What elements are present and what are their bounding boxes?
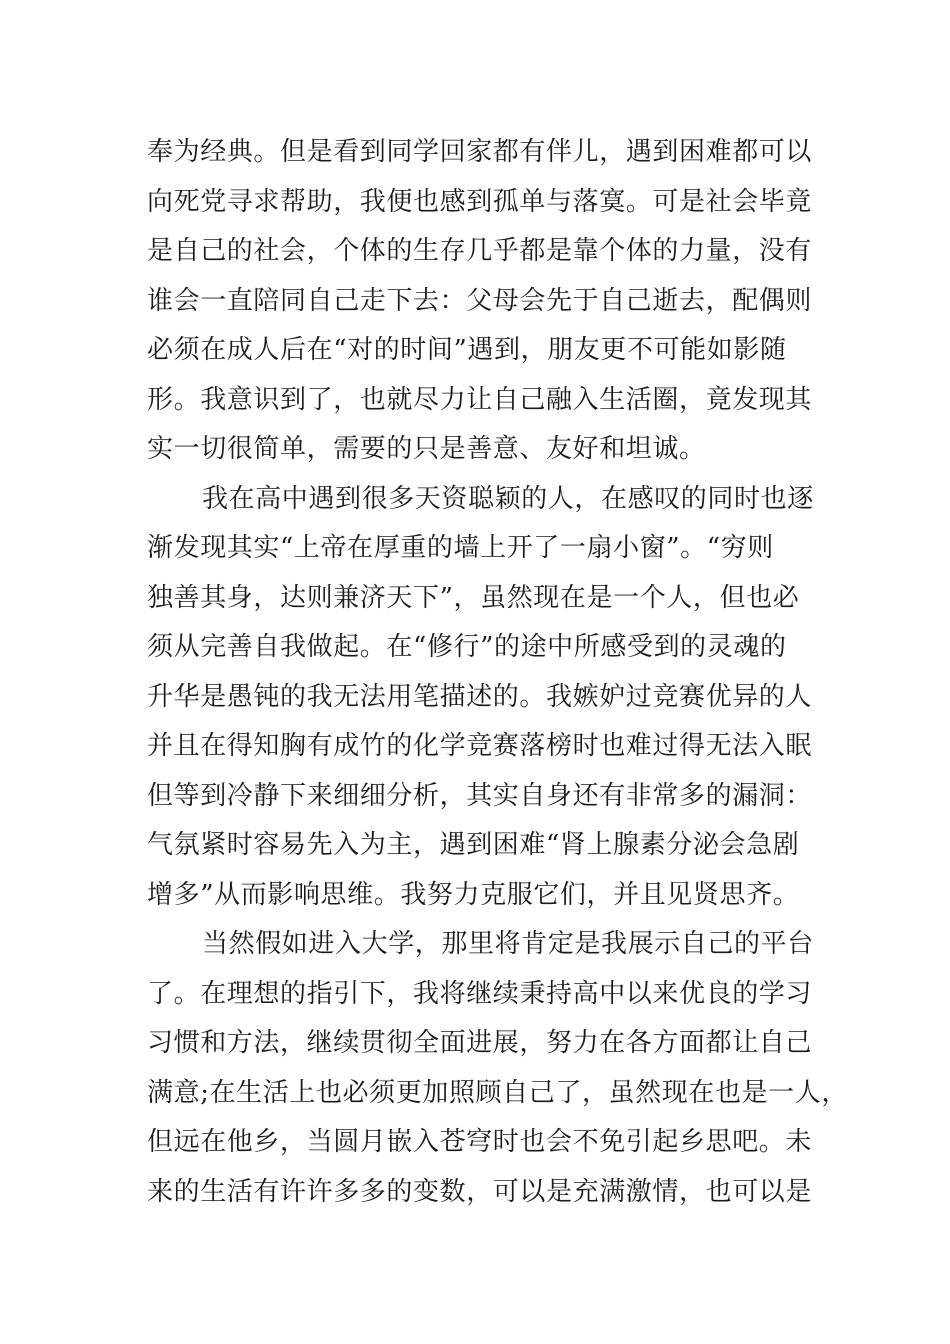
text-line: 来的生活有许许多多的变数，可以是充满激情，也可以是 [147, 1176, 813, 1207]
body-text [147, 128, 848, 1217]
text-line: 但远在他乡，当圆月嵌入苍穹时也会不免引起乡思吧。未 [147, 1127, 813, 1157]
text-line: 实一切很简单，需要的只是善意、友好和坦诚。 [147, 434, 706, 464]
text-line: 增多”从而影响思维。我努力克服它们，并且见贤思齐。 [147, 879, 800, 910]
text-line: 须从完善自我做起。在“修行”的途中所感受到的灵魂的 [147, 632, 787, 662]
text-line: 满意;在生活上也必须更加照顾自己了，虽然现在也是一人， [147, 1077, 848, 1108]
text-line: 奉为经典。但是看到同学回家都有伴儿，遇到困难都可以 [147, 137, 813, 167]
text-line: 向死党寻求帮助，我便也感到孤单与落寞。可是社会毕竟 [147, 186, 813, 217]
text-line: 渐发现其实“上帝在厚重的墙上开了一扇小窗”。“穷则 [147, 533, 774, 563]
text-line: 气氛紧时容易先入为主，遇到困难“肾上腺素分泌会急剧 [147, 830, 800, 860]
text-line: 习惯和方法，继续贯彻全面进展，努力在各方面都让自己 [147, 1028, 813, 1058]
text-line: 了。在理想的指引下，我将继续秉持高中以来优良的学习 [147, 978, 813, 1009]
text-line: 必须在成人后在“对的时间”遇到，朋友更不可能如影随 [147, 335, 787, 365]
text-line: 形。我意识到了，也就尽力让自己融入生活圈，竟发现其 [147, 384, 813, 415]
text-line: 升华是愚钝的我无法用笔描述的。我嫉妒过竞赛优异的人 [147, 681, 813, 712]
text-line: 独善其身，达则兼济天下”，虽然现在是一个人，但也必 [147, 582, 800, 613]
paragraph-first-line: 当然假如进入大学，那里将肯定是我展示自己的平台 [202, 929, 814, 959]
text-line: 是自己的社会，个体的生存几乎都是靠个体的力量，没有 [147, 236, 813, 266]
paragraph-first-line: 我在高中遇到很多天资聪颖的人，在感叹的同时也逐 [202, 483, 814, 514]
text-line: 并且在得知胸有成竹的化学竞赛落榜时也难过得无法入眠 [147, 731, 813, 761]
text-line: 但等到冷静下来细细分析，其实自身还有非常多的漏洞： [147, 780, 813, 811]
text-line: 谁会一直陪同自己走下去：父母会先于自己逝去，配偶则 [147, 285, 813, 316]
